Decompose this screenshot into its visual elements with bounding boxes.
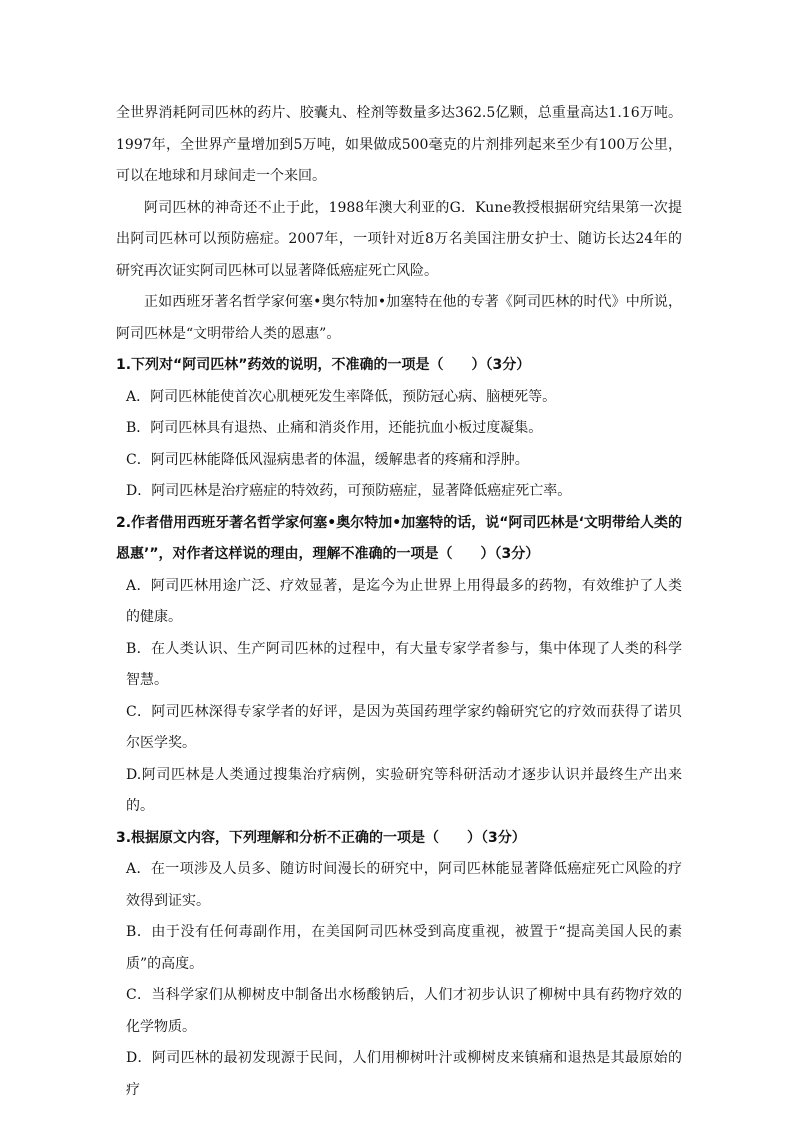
question-stem: 1.下列对“阿司匹林”药效的说明，不准确的一项是（ ）（3分） xyxy=(116,357,531,373)
question-2 xyxy=(116,508,682,823)
question-3 xyxy=(116,823,682,1107)
option-b: B．由于没有任何毒副作用，在美国阿司匹林受到高度重视，被置于“提高美国人民的素质”的高度。 xyxy=(126,924,682,972)
option-c: C．阿司匹林深得专家学者的好评，是因为英国药理学家约翰研究它的疗效而获得了诺贝尔医学奖。 xyxy=(126,703,682,751)
question-1 xyxy=(116,350,682,508)
paragraph-cancer-prevention: 阿司匹林的神奇还不止于此，1988年澳大利亚的G．Kune教授根据研究结果第一次提出阿司匹林可以预防癌症。2007年，一项针对近8万名美国注册女护士、随访长达24年的研究再次证实阿司匹林可以显著降低癌症死亡风险。 xyxy=(116,199,682,279)
document-body xyxy=(116,98,682,1106)
option-b: B．阿司匹林具有退热、止痛和消炎作用，还能抗血小板过度凝集。 xyxy=(126,420,543,436)
question-stem: 2.作者借用西班牙著名哲学家何塞•奥尔特加•加塞特的话，说“阿司匹林是‘文明带给人类的恩惠’”，对作者这样说的理由，理解不准确的一项是（ ）（3分） xyxy=(116,514,682,562)
option-a: A．阿司匹林用途广泛、疗效显著，是迄今为止世界上用得最多的药物，有效维护了人类的健康。 xyxy=(126,577,682,625)
option-d: D．阿司匹林的最初发现源于民间，人们用柳树叶汁或柳树皮来镇痛和退热是其最原始的疗 xyxy=(126,1050,682,1098)
option-d: D．阿司匹林是治疗癌症的特效药，可预防癌症，显著降低癌症死亡率。 xyxy=(126,483,572,499)
option-d: D.阿司匹林是人类通过搜集治疗病例，实验研究等科研活动才逐步认识并最终生产出来的。 xyxy=(126,766,682,814)
paragraph-quote: 正如西班牙著名哲学家何塞•奥尔特加•加塞特在他的专著《阿司匹林的时代》中所说，阿司匹林是“文明带给人类的恩惠”。 xyxy=(116,294,682,342)
option-a: A．阿司匹林能使首次心肌梗死发生率降低，预防冠心病、脑梗死等。 xyxy=(126,388,557,405)
option-c: C．当科学家们从柳树皮中制备出水杨酸钠后，人们才初步认识了柳树中具有药物疗效的化学物质。 xyxy=(126,987,682,1035)
question-stem: 3.根据原文内容，下列理解和分析不正确的一项是（ ）（3分） xyxy=(116,829,526,846)
paragraph-consumption: 全世界消耗阿司匹林的药片、胶囊丸、栓剂等数量多达362.5亿颗，总重量高达1.16万吨。1997年，全世界产量增加到5万吨，如果做成500毫克的片剂排列起来至少有100万公里，可以在地球和月球间走一个来回。 xyxy=(116,105,682,184)
option-b: B．在人类认识、生产阿司匹林的过程中，有大量专家学者参与，集中体现了人类的科学智慧。 xyxy=(126,640,682,688)
option-c: C．阿司匹林能降低风湿病患者的体温，缓解患者的疼痛和浮肿。 xyxy=(126,451,529,468)
option-a: A．在一项涉及人员多、随访时间漫长的研究中，阿司匹林能显著降低癌症死亡风险的疗效得到证实。 xyxy=(126,861,682,909)
